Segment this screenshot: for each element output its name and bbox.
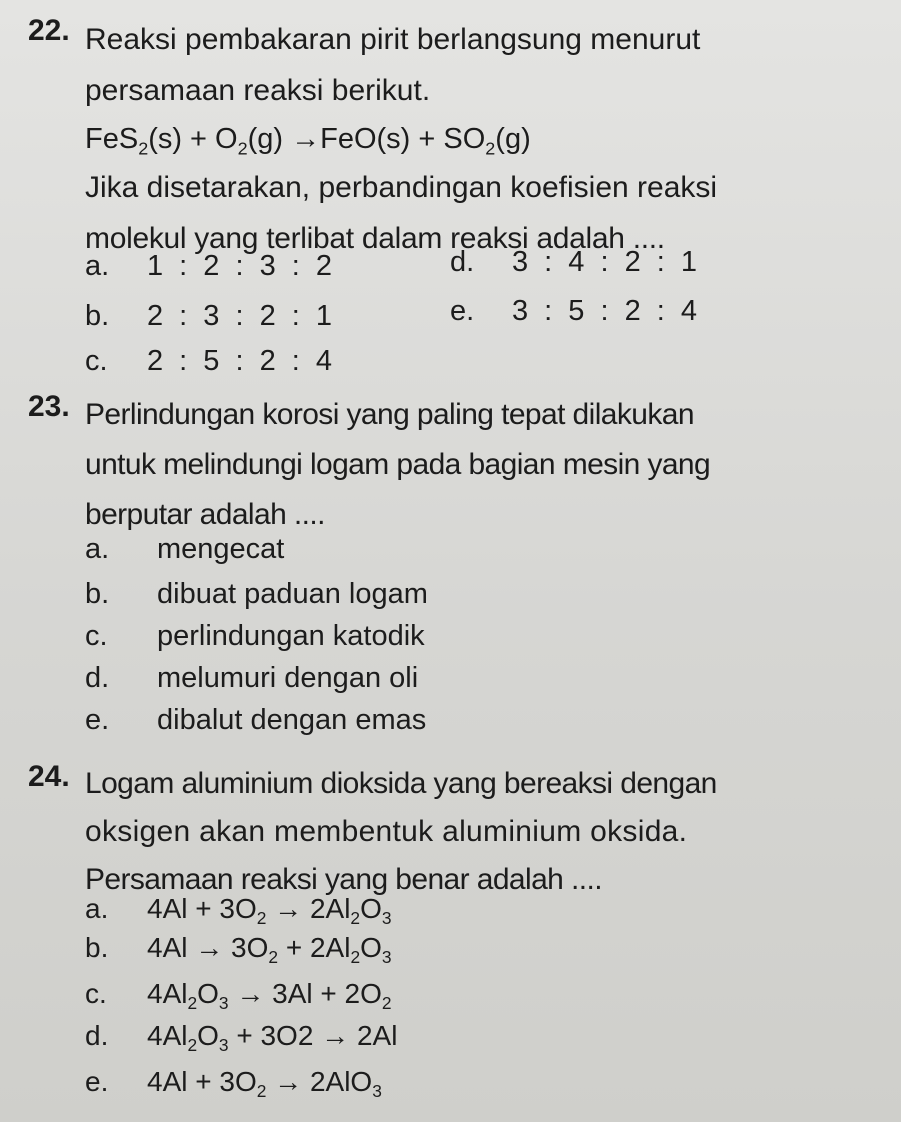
option-text: 3 : 5 : 2 : 4 — [512, 295, 702, 327]
option-letter: c. — [85, 620, 108, 652]
question-line: untuk melindungi logam pada bagian mesin yang — [85, 448, 711, 481]
option-text: melumuri dengan oli — [157, 662, 419, 694]
option-d — [450, 246, 701, 279]
option-letter: b. — [85, 300, 110, 332]
option-c — [85, 345, 336, 378]
option-letter: a. — [85, 250, 110, 282]
option-formula: $4Al + 3O_2 \to 2Al_2O_3$ — [147, 893, 392, 929]
option-text: dibuat paduan logam — [157, 578, 428, 610]
option-formula: $4Al_2O_3 + 3O2 \to 2Al$ — [147, 1020, 398, 1056]
option-text: 1 : 2 : 3 : 2 — [147, 250, 337, 282]
question-text — [85, 14, 875, 264]
question-line: oksigen akan membentuk aluminium oksida. — [85, 815, 688, 848]
option-text: dibalut dengan emas — [157, 704, 427, 736]
question-number: 23. — [28, 390, 70, 423]
option-a — [85, 250, 336, 283]
option-d — [85, 662, 418, 695]
question-line: persamaan reaksi berikut. — [85, 74, 431, 107]
question-line: Jika disetarakan, perbandingan koefisien reaksi — [85, 171, 718, 204]
question-text — [85, 760, 875, 904]
option-text: 2 : 3 : 2 : 1 — [147, 300, 337, 332]
option-b — [85, 578, 428, 611]
question-line: Reaksi pembakaran pirit berlangsung menurut — [85, 23, 701, 56]
option-d — [85, 1020, 398, 1056]
option-e — [85, 704, 426, 737]
option-text: 3 : 4 : 2 : 1 — [512, 246, 702, 278]
option-letter: e. — [85, 704, 110, 736]
option-a — [85, 893, 392, 929]
question-line: Perlindungan korosi yang paling tepat dilakukan — [85, 398, 694, 431]
option-text: mengecat — [157, 533, 285, 565]
option-letter: c. — [85, 345, 108, 377]
option-letter: d. — [450, 246, 475, 278]
option-c — [85, 978, 392, 1014]
question-line: berputar adalah .... — [85, 498, 325, 531]
option-b — [85, 932, 392, 968]
option-formula: $4Al \to 3O_2 + 2Al_2O_3$ — [147, 932, 392, 968]
option-c — [85, 620, 425, 653]
option-letter: a. — [85, 533, 110, 565]
option-b — [85, 300, 336, 333]
option-letter: e. — [450, 295, 475, 327]
option-formula: $4Al_2O_3 \to 3Al + 2O_2$ — [147, 978, 392, 1014]
option-formula: $4Al + 3O_2 \to 2AlO_3$ — [147, 1066, 382, 1102]
option-e — [450, 295, 701, 328]
option-text: 2 : 5 : 2 : 4 — [147, 345, 337, 377]
question-line: Logam aluminium dioksida yang bereaksi dengan — [85, 767, 717, 800]
question-number: 22. — [28, 14, 70, 47]
option-letter: b. — [85, 932, 109, 963]
question-line: Persamaan reaksi yang benar adalah .... — [85, 863, 602, 896]
question-text — [85, 390, 875, 540]
option-letter: b. — [85, 578, 110, 610]
chemical-equation: $FeS_2(s) + O_2(g) \to FeO(s) + SO_2(g)$ — [85, 123, 531, 159]
option-letter: a. — [85, 893, 109, 924]
option-letter: c. — [85, 978, 107, 1009]
option-text: perlindungan katodik — [157, 620, 425, 652]
option-a — [85, 533, 284, 566]
option-letter: d. — [85, 662, 110, 694]
question-line: molekul yang terlibat dalam reaksi adalah .... — [85, 222, 665, 255]
option-e — [85, 1066, 382, 1102]
option-letter: e. — [85, 1066, 109, 1097]
option-letter: d. — [85, 1020, 109, 1051]
question-number: 24. — [28, 760, 70, 793]
